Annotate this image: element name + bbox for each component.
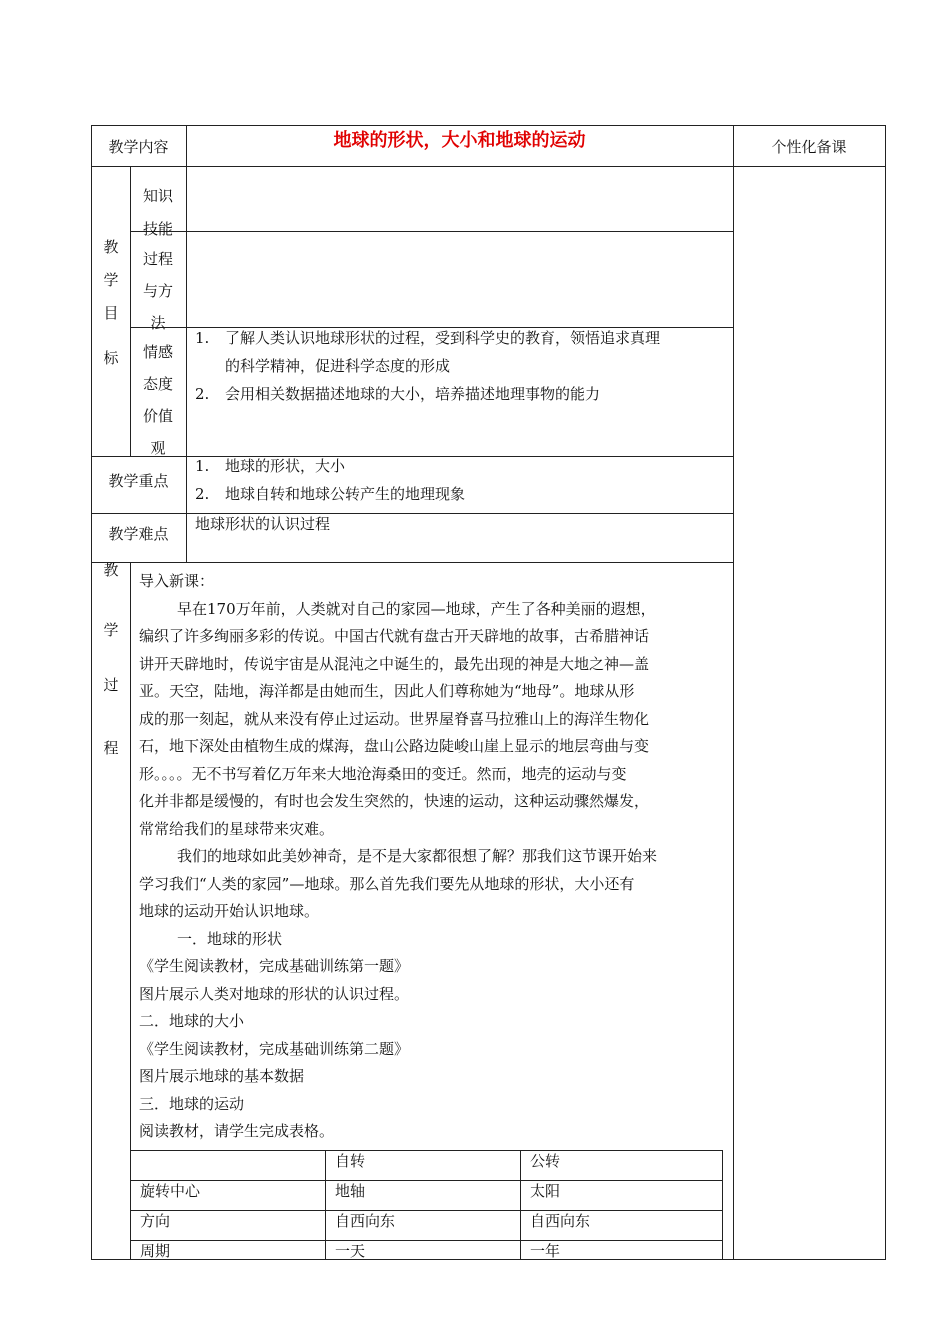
motion-row-label: 方向	[140, 1212, 171, 1230]
section-line: 《学生阅读教材，完成基础训练第二题》	[139, 1039, 410, 1058]
table-row-divider	[91, 513, 733, 514]
table-row-divider	[130, 231, 733, 232]
section-heading-size: 二．地球的大小	[139, 1012, 245, 1030]
item-number: 2.	[195, 485, 210, 503]
label-line: 价值	[142, 407, 173, 425]
motion-cell: 一年	[530, 1242, 561, 1260]
key-points-label: 教学重点	[108, 472, 169, 490]
motion-cell: 地轴	[335, 1182, 366, 1200]
para2-line: 地球的运动开始认识地球。	[139, 902, 320, 920]
label-char: 标	[103, 349, 119, 367]
table-border-left	[91, 125, 92, 1260]
label-char: 学	[103, 271, 119, 289]
motion-table-line	[325, 1150, 326, 1259]
knowledge-label	[130, 180, 186, 246]
motion-cell: 自西向东	[335, 1212, 396, 1230]
motion-table-line	[130, 1240, 723, 1241]
item-number: 1.	[195, 457, 210, 475]
difficulty-text: 地球形状的认识过程	[195, 515, 331, 533]
process-group-label	[101, 563, 121, 774]
section-line: 阅读教材，请学生完成表格。	[139, 1122, 335, 1140]
motion-table-line	[130, 1210, 723, 1211]
motion-cell: 太阳	[530, 1182, 561, 1200]
page-title: 地球的形状，大小和地球的运动	[333, 130, 586, 151]
motion-table-line	[520, 1150, 521, 1259]
para1-line: 早在170万年前，人类就对自己的家园—地球，产生了各种美丽的遐想，	[177, 599, 656, 618]
para1-line: 讲开天辟地时，传说宇宙是从混沌之中诞生的，最先出现的神是大地之神—盖	[139, 654, 650, 673]
label-char: 目	[103, 304, 119, 322]
table-col-divider	[733, 125, 734, 1260]
table-border-bottom	[91, 1259, 885, 1260]
section-line: 图片展示人类对地球的形状的认识过程。	[139, 984, 410, 1003]
header-content-label: 教学内容	[108, 138, 169, 156]
label-line: 技能	[142, 220, 173, 238]
process-method-label	[130, 243, 186, 339]
section-heading-motion: 三．地球的运动	[139, 1094, 245, 1113]
label-char: 过	[103, 676, 119, 694]
section-heading-shape: 一．地球的形状	[177, 929, 283, 948]
label-line: 态度	[142, 375, 173, 393]
motion-row-label: 旋转中心	[140, 1182, 201, 1200]
item-number: 2.	[195, 385, 210, 403]
label-char: 学	[103, 621, 119, 639]
label-line: 情感	[142, 343, 173, 361]
item-text: 会用相关数据描述地球的大小，培养描述地理事物的能力	[225, 385, 601, 403]
motion-header-rotation: 自转	[335, 1152, 366, 1170]
para1-line: 亚。天空，陆地，海洋都是由她而生，因此人们尊称她为“地母”。地球从形	[139, 682, 635, 700]
label-line: 与方	[142, 282, 173, 300]
motion-table-line	[130, 1180, 723, 1181]
para2-line: 我们的地球如此美妙神奇，是不是大家都很想了解？那我们这节课开始来	[177, 847, 658, 865]
label-char: 程	[103, 739, 119, 757]
attitude-label	[130, 336, 186, 464]
table-row-divider	[91, 456, 733, 457]
item-text: 地球的形状，大小	[225, 457, 346, 475]
para1-line: 编织了许多绚丽多彩的传说。中国古代就有盘古开天辟地的故事，古希腊神话	[139, 627, 650, 645]
label-line: 观	[150, 439, 166, 457]
objectives-group-label	[101, 240, 121, 384]
process-content	[139, 568, 729, 1146]
motion-cell: 一天	[335, 1242, 366, 1260]
intro-heading: 导入新课：	[139, 572, 215, 590]
section-line: 图片展示地球的基本数据	[139, 1067, 305, 1085]
label-line: 知识	[142, 187, 173, 205]
table-col-divider	[130, 562, 131, 1260]
para2-line: 学习我们“人类的家园”—地球。那么首先我们要先从地球的形状，大小还有	[139, 874, 635, 893]
item-text: 地球自转和地球公转产生的地理现象	[225, 485, 466, 503]
item-number: 1.	[195, 329, 210, 347]
section-line: 《学生阅读教材，完成基础训练第一题》	[139, 957, 410, 975]
label-line: 法	[150, 314, 166, 332]
label-char: 教	[103, 561, 119, 579]
table-border-right	[885, 125, 886, 1260]
label-line: 过程	[142, 250, 173, 268]
motion-cell: 自西向东	[530, 1212, 591, 1230]
motion-table-line	[130, 1150, 723, 1151]
table-row-divider	[91, 166, 885, 167]
item-text: 了解人类认识地球形状的过程，受到科学史的教育，领悟追求真理	[225, 329, 661, 347]
para1-line: 石，地下深处由植物生成的煤海，盘山公路边陡峻山崖上显示的地层弯曲与变	[139, 737, 650, 755]
table-row-divider	[91, 562, 733, 563]
motion-table-line	[722, 1150, 723, 1260]
difficulty-label: 教学难点	[108, 525, 169, 543]
para1-line: 形。。。。无不书写着亿万年来大地沧海桑田的变迁。然而，地壳的运动与变	[139, 764, 627, 783]
header-personal-label: 个性化备课	[771, 138, 847, 156]
motion-header-revolution: 公转	[530, 1152, 561, 1170]
motion-row-label: 周期	[140, 1242, 171, 1260]
label-char: 教	[103, 238, 119, 256]
para1-line: 成的那一刻起，就从来没有停止过运动。世界屋脊喜马拉雅山上的海洋生物化	[139, 709, 650, 728]
para1-line: 常常给我们的星球带来灾难。	[139, 819, 335, 838]
item-text-cont: 的科学精神，促进科学态度的形成	[225, 357, 451, 375]
table-col-divider	[186, 125, 187, 563]
para1-line: 化并非都是缓慢的，有时也会发生突然的，快速的运动，这种运动骤然爆发，	[139, 792, 650, 810]
